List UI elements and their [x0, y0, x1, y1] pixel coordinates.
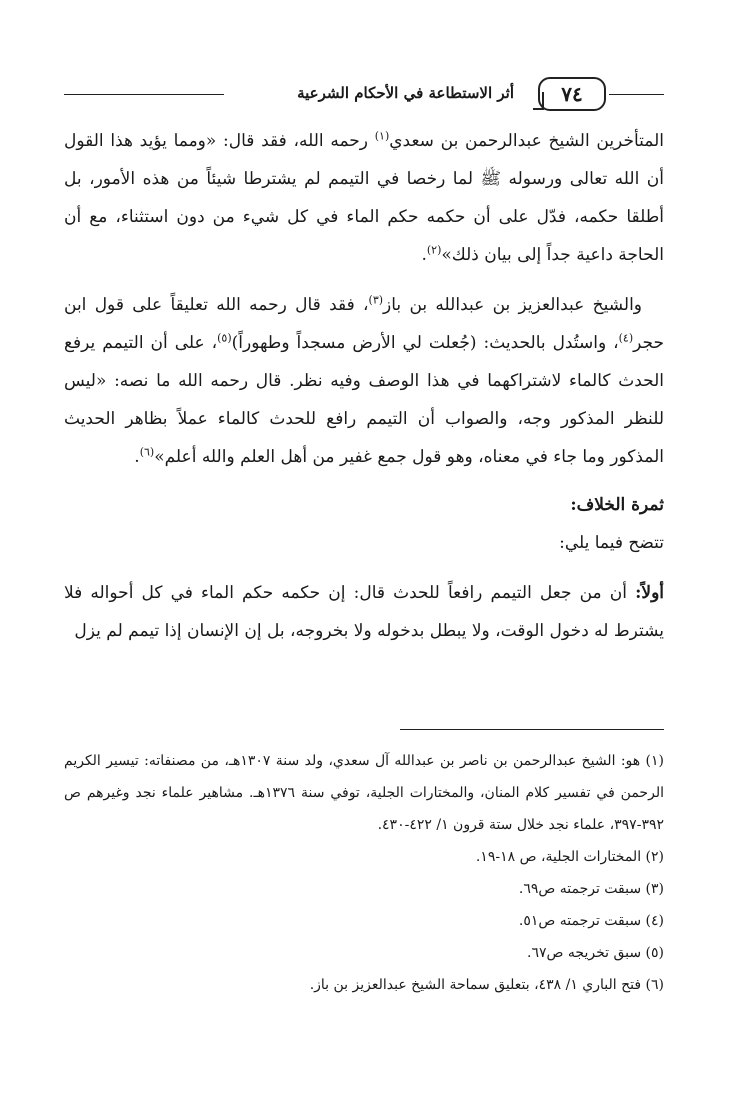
footnote-3: (٣) سبقت ترجمته ص٦٩. — [518, 881, 664, 897]
footnote-1: (١) هو: الشيخ عبدالرحمن بن ناصر بن عبدالله آل سعدي، ولد سنة ١٣٠٧هـ، من مصنفاته: تيسير الكريم الرحمن في تفسير كلام المنان، والمختارات الجلية، توفي سنة ١٣٧٦هـ. مشاهير علماء نجد وغيرهم ص ٣٩٢-٣٩٧، علماء نجد خلال ستة قرون ١/ ٤٢٢-٤٣٠. — [64, 753, 664, 833]
footnote-ref-3: (٣) — [368, 293, 384, 307]
footnotes — [64, 745, 664, 1001]
header-rule-right — [609, 94, 664, 95]
paragraph-2-end: . — [134, 447, 140, 467]
paragraph-2-text-b: ، فقد قال رحمه الله تعليقاً على قول ابن حجر — [64, 295, 665, 353]
footnote-ref-2: (٢) — [426, 243, 442, 257]
paragraph-1-text-b: رحمه الله، فقد قال: «ومما يؤيد هذا القول أن الله تعالى ورسوله ﷺ لما رخصا في التيمم لم يشترطا شيئاً من هذه الأمور، بل أطلقا حكمه، فدّل على أن حكمه حكم الماء في كل شيء من دون استثناء، مع أن الحاجة داعية جداً إلى بيان ذلك» — [64, 131, 664, 265]
main-text — [64, 122, 664, 650]
paragraph-1-text-a: المتأخرين الشيخ عبدالرحمن بن سعدي — [389, 131, 664, 151]
paragraph-2-text-c: ، واستُدل بالحديث: (جُعلت لي الأرض مسجداً وطهوراً) — [231, 333, 619, 353]
footnote-ref-5: (٥) — [217, 331, 232, 345]
running-title: أثر الاستطاعة في الأحكام الشرعية — [297, 84, 514, 102]
header-rule-left — [64, 94, 224, 95]
footnote-ref-4: (٤) — [618, 331, 634, 345]
intro-line: تتضح فيما يلي: — [559, 533, 664, 553]
point-first — [64, 574, 664, 650]
footnote-4: (٤) سبقت ترجمته ص٥١. — [518, 913, 664, 929]
footnote-separator — [400, 729, 664, 730]
footnote-5: (٥) سبق تخريجه ص٦٧. — [527, 945, 664, 961]
page-header — [64, 74, 664, 114]
section-heading: ثمرة الخلاف: — [570, 495, 664, 515]
page-number-ornament — [533, 92, 544, 110]
page-number: ٧٤ — [538, 77, 606, 111]
paragraph-1 — [64, 122, 664, 274]
footnote-2: (٢) المختارات الجلية، ص ١٨-١٩. — [475, 849, 664, 865]
footnote-ref-6: (٦) — [139, 445, 155, 459]
footnote-ref-1: (١) — [374, 129, 390, 143]
point-first-label: أولاً: — [635, 583, 664, 603]
footnote-6: (٦) فتح الباري ١/ ٤٣٨، بتعليق سماحة الشيخ عبدالعزيز بن باز. — [309, 977, 664, 993]
point-first-text: أن من جعل التيمم رافعاً للحدث قال: إن حكمه حكم الماء في كل أحواله فلا يشترط له دخول الوقت، ولا يبطل بدخوله ولا بخروجه، بل إن الإنسان إذا تيمم لم يزل — [64, 583, 664, 641]
paragraph-2-text-a: والشيخ عبدالعزيز بن عبدالله بن باز — [383, 295, 642, 315]
paragraph-2-text-d: ، على أن التيمم يرفع الحدث كالماء لاشتراكهما في هذا الوصف وفيه نظر. قال رحمه الله ما نصه: «ليس للنظر المذكور وجه، والصواب أن التيمم رافع للحدث كالماء عملاً بظاهر الحديث المذكور وما جاء في معناه، وهو قول جمع غفير من أهل العلم والله أعلم» — [64, 333, 664, 467]
paragraph-2 — [64, 286, 664, 476]
paragraph-1-end: . — [421, 245, 427, 265]
